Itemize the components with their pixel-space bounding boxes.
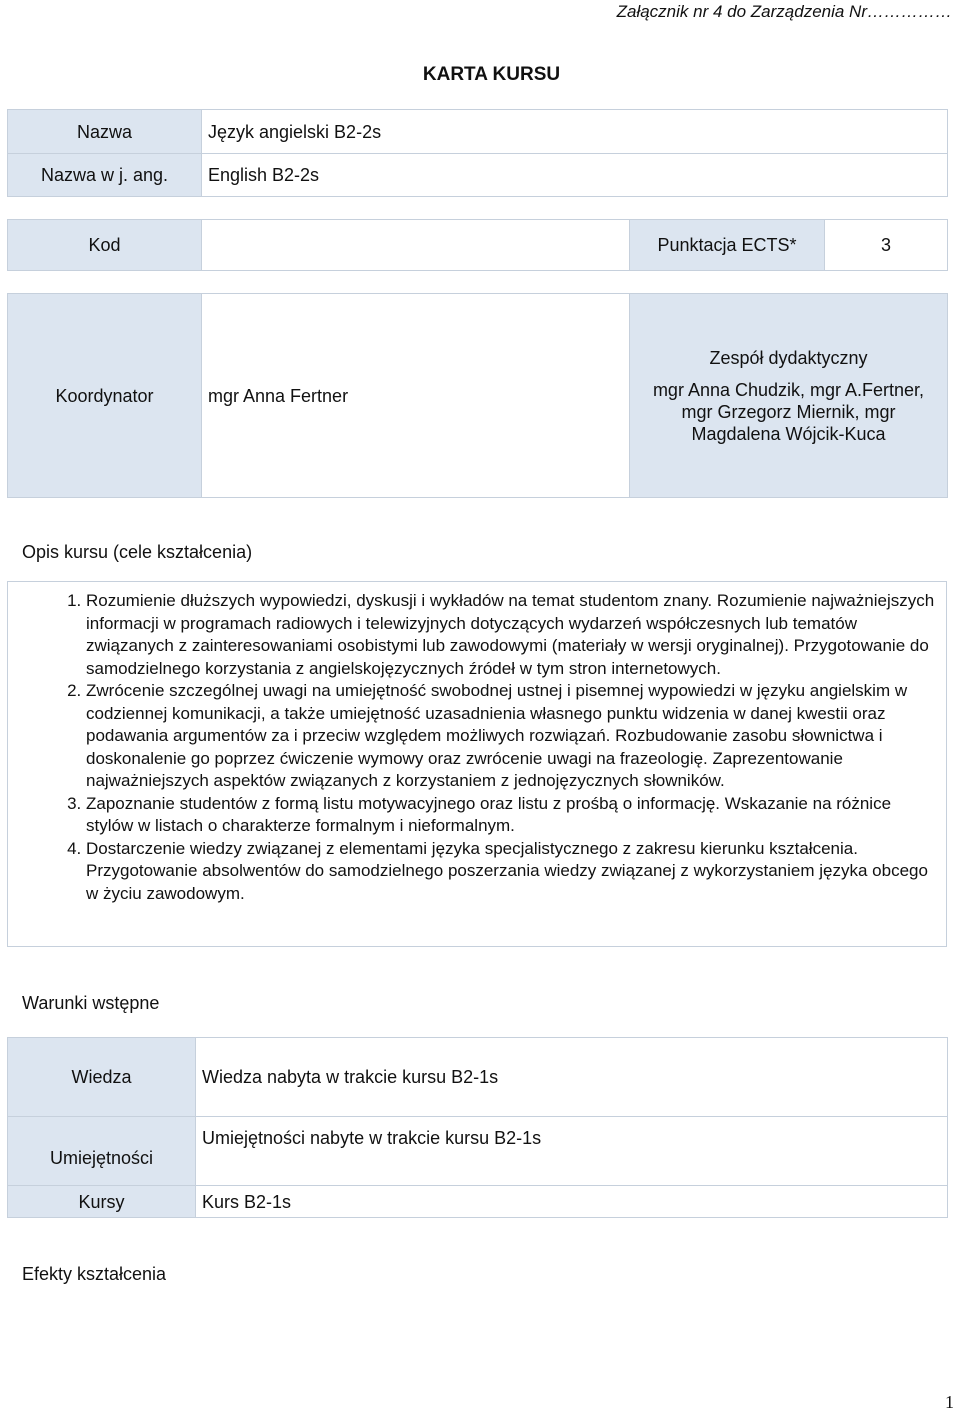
prerequisites-table <box>7 1037 948 1218</box>
prerequisites-label: Warunki wstępne <box>22 993 160 1013</box>
name-label: Nazwa <box>8 110 202 154</box>
ects-label: Punktacja ECTS* <box>630 220 825 271</box>
goal-item-2: 2. Zwrócenie szczególnej uwagi na umiejętność swobodnej ustnej i pisemnej wypowiedzi w języku angielskim w codziennej komunikacji, a także umiejętność uzasadnienia własnego punktu widzenia w danej kwestii oraz podawania argumentów za i przeciw względem możliwych rozwiązań. Rozbudowanie zasobu słownictwa i doskonalenie go poprzez ćwiczenie wymowy oraz zwrócenie uwagi na frazeologię. Zaprezentowanie najważniejszych aspektów związanych z korzystaniem z jednojęzycznych słowników. <box>86 680 940 793</box>
ects-value: 3 <box>825 220 948 271</box>
code-label: Kod <box>8 220 202 271</box>
course-name-table <box>7 109 948 197</box>
skills-value: Umiejętności nabyte w trakcie kursu B2-1s <box>196 1117 948 1186</box>
skills-label: Umiejętności <box>8 1117 196 1186</box>
description-label: Opis kursu (cele kształcenia) <box>22 542 253 562</box>
courses-value: Kurs B2-1s <box>196 1186 948 1218</box>
name-en-value: English B2-2s <box>202 154 948 197</box>
coordinator-label: Koordynator <box>8 294 202 498</box>
goals-list <box>8 582 946 905</box>
team-label: Zespół dydaktyczny <box>709 347 868 368</box>
goal-item-1: 1. Rozumienie dłuższych wypowiedzi, dyskusji i wykładów na temat studentom znany. Rozumienie najważniejszych informacji w programach radiowych i telewizyjnych dotyczących wydarzeń współczesnych lub tematów związanych z zainteresowaniami osobistymi lub zawodowymi (materiały w wersji oryginalnej). Przygotowanie do samodzielnego korzystania z angielskojęzycznych źródeł w tym stron internetowych. <box>86 590 940 680</box>
code-ects-table <box>7 219 948 271</box>
name-en-label: Nazwa w j. ang. <box>8 154 202 197</box>
page-number: 1 <box>945 1392 954 1412</box>
header-note: Załącznik nr 4 do Zarządzenia Nr…………… <box>616 2 952 21</box>
description-box <box>7 581 947 947</box>
knowledge-value: Wiedza nabyta w trakcie kursu B2-1s <box>196 1038 948 1117</box>
goal-item-4: 4. Dostarczenie wiedzy związanej z elementami języka specjalistycznego z zakresu kierunku kształcenia. Przygotowanie absolwentów do samodzielnego poszerzania wiedzy związanej z wykorzystaniem języka obcego w życiu zawodowym. <box>86 838 940 906</box>
coordinator-value: mgr Anna Fertner <box>202 294 630 498</box>
goal-item-3: 3. Zapoznanie studentów z formą listu motywacyjnego oraz listu z prośbą o informację. Wskazanie na różnice stylów w listach o charakterze formalnym i nieformalnym. <box>86 793 940 838</box>
outcomes-label: Efekty kształcenia <box>22 1264 167 1284</box>
code-value <box>202 220 630 271</box>
document-title: KARTA KURSU <box>422 64 561 85</box>
coordinator-table <box>7 293 948 498</box>
name-value: Język angielski B2-2s <box>202 110 948 154</box>
team-value: mgr Anna Chudzik, mgr A.Fertner, mgr Grzegorz Miernik, mgr Magdalena Wójcik-Kuca <box>652 379 925 444</box>
courses-label: Kursy <box>8 1186 196 1218</box>
team-cell <box>630 294 948 498</box>
knowledge-label: Wiedza <box>8 1038 196 1117</box>
